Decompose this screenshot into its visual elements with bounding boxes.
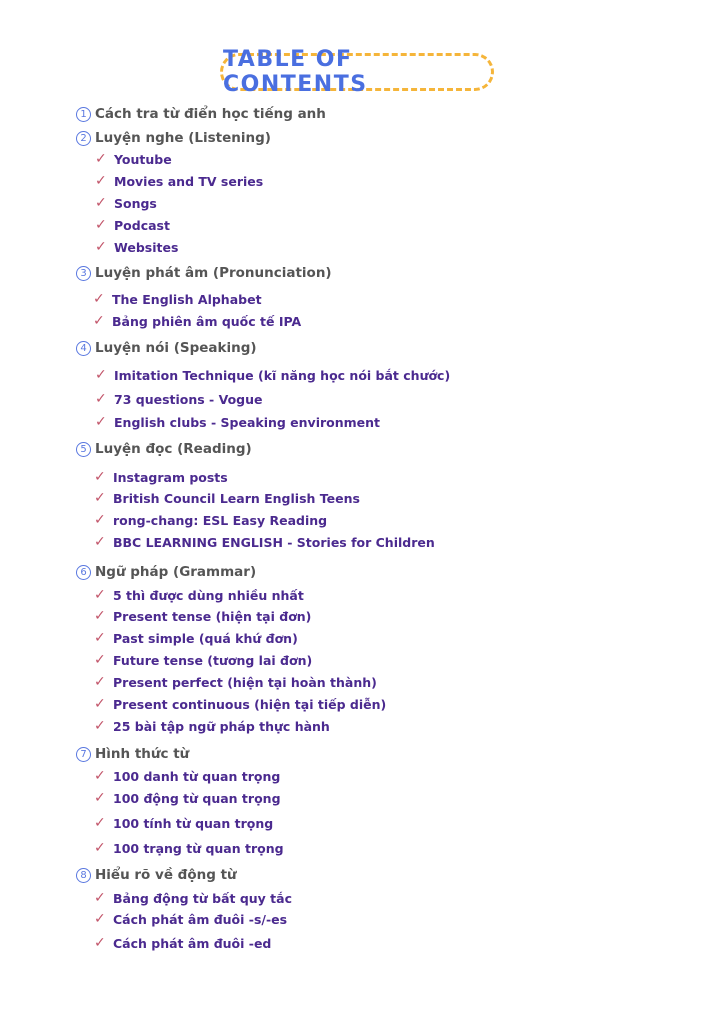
check-icon: ✓ (94, 674, 106, 690)
section-number-badge: 4 (76, 341, 91, 356)
check-icon: ✓ (94, 652, 106, 668)
check-icon: ✓ (94, 512, 106, 528)
check-icon: ✓ (94, 890, 106, 906)
section-title: Hiểu rõ về động từ (95, 867, 237, 883)
check-icon: ✓ (94, 490, 106, 506)
toc-item-label: 73 questions - Vogue (114, 391, 263, 407)
toc-item-label: Youtube (114, 151, 172, 167)
toc-item-label: Present continuous (hiện tại tiếp diễn) (113, 696, 387, 712)
check-icon: ✓ (94, 840, 106, 856)
toc-item-label: Imitation Technique (kĩ năng học nói bắt chước) (114, 367, 451, 383)
section-title: Luyện nghe (Listening) (95, 130, 271, 146)
toc-item (94, 468, 228, 486)
toc-item-label: Present tense (hiện tại đơn) (113, 608, 312, 624)
toc-item (94, 673, 377, 691)
toc-item (94, 533, 435, 551)
check-icon: ✓ (94, 935, 106, 951)
check-icon: ✓ (93, 313, 105, 329)
check-icon: ✓ (94, 469, 106, 485)
check-icon: ✓ (95, 151, 107, 167)
section-6 (76, 562, 256, 582)
toc-item (94, 695, 386, 713)
toc-item-label: Cách phát âm đuôi -ed (113, 935, 272, 951)
section-title: Cách tra từ điển học tiếng anh (95, 106, 326, 122)
toc-item-label: British Council Learn English Teens (113, 490, 360, 506)
toc-item-label: Bảng động từ bất quy tắc (113, 890, 292, 906)
check-icon: ✓ (95, 414, 107, 430)
section-5 (76, 439, 252, 459)
toc-item-label: 100 tính từ quan trọng (113, 815, 274, 831)
check-icon: ✓ (94, 718, 106, 734)
check-icon: ✓ (95, 195, 107, 211)
section-7 (76, 744, 189, 764)
toc-item-label: Movies and TV series (114, 173, 264, 189)
section-number-badge: 2 (76, 131, 91, 146)
section-number-badge: 1 (76, 107, 91, 122)
check-icon: ✓ (94, 608, 106, 624)
section-8 (76, 865, 237, 885)
section-number-badge: 3 (76, 266, 91, 281)
toc-item (94, 511, 327, 529)
toc-item-label: 100 động từ quan trọng (113, 790, 281, 806)
section-title: Luyện nói (Speaking) (95, 340, 257, 356)
toc-item (94, 651, 312, 669)
toc-item (94, 789, 281, 807)
section-3 (76, 263, 332, 283)
toc-item-label: 25 bài tập ngữ pháp thực hành (113, 718, 330, 734)
check-icon: ✓ (94, 630, 106, 646)
section-number-badge: 8 (76, 868, 91, 883)
toc-item (94, 767, 280, 785)
toc-item-label: BBC LEARNING ENGLISH - Stories for Children (113, 534, 435, 550)
check-icon: ✓ (95, 239, 107, 255)
toc-item (94, 489, 360, 507)
section-title: Luyện đọc (Reading) (95, 441, 252, 457)
toc-item-label: Websites (114, 239, 179, 255)
check-icon: ✓ (94, 587, 106, 603)
toc-item-label: Future tense (tương lai đơn) (113, 652, 313, 668)
section-1 (76, 104, 326, 124)
toc-item (95, 216, 170, 234)
toc-item (94, 629, 298, 647)
toc-item (93, 290, 262, 308)
section-number-badge: 7 (76, 747, 91, 762)
toc-item-label: Present perfect (hiện tại hoàn thành) (113, 674, 377, 690)
check-icon: ✓ (94, 815, 106, 831)
check-icon: ✓ (94, 911, 106, 927)
section-title: Luyện phát âm (Pronunciation) (95, 265, 332, 281)
toc-item (95, 390, 263, 408)
toc-item-label: The English Alphabet (112, 291, 262, 307)
section-number-badge: 6 (76, 565, 91, 580)
toc-item (95, 194, 157, 212)
check-icon: ✓ (94, 768, 106, 784)
toc-item (94, 586, 304, 604)
toc-item (95, 150, 172, 168)
check-icon: ✓ (95, 217, 107, 233)
check-icon: ✓ (94, 534, 106, 550)
toc-item (95, 238, 178, 256)
section-4 (76, 338, 257, 358)
check-icon: ✓ (95, 173, 107, 189)
toc-item (94, 910, 287, 928)
toc-item (95, 366, 450, 384)
toc-item-label: 5 thì được dùng nhiều nhất (113, 587, 304, 603)
page-title: TABLE OF CONTENTS (223, 47, 368, 97)
toc-item (94, 934, 271, 952)
check-icon: ✓ (94, 696, 106, 712)
toc-item (94, 607, 311, 625)
toc-item (94, 717, 330, 735)
toc-item-label: rong-chang: ESL Easy Reading (113, 512, 328, 528)
toc-item-label: Podcast (114, 217, 170, 233)
title-box (220, 47, 494, 97)
toc-item (95, 413, 380, 431)
section-2 (76, 128, 271, 148)
toc-item (94, 839, 284, 857)
check-icon: ✓ (94, 790, 106, 806)
toc-item-label: 100 danh từ quan trọng (113, 768, 281, 784)
check-icon: ✓ (95, 391, 107, 407)
toc-item-label: Bảng phiên âm quốc tế IPA (112, 313, 302, 329)
toc-item (93, 312, 301, 330)
check-icon: ✓ (95, 367, 107, 383)
toc-item-label: Past simple (quá khứ đơn) (113, 630, 298, 646)
toc-item (95, 172, 263, 190)
toc-item (94, 814, 273, 832)
toc-item (94, 889, 292, 907)
toc-item-label: 100 trạng từ quan trọng (113, 840, 284, 856)
toc-item-label: Cách phát âm đuôi -s/-es (113, 911, 288, 927)
toc-item-label: Instagram posts (113, 469, 228, 485)
section-title: Ngữ pháp (Grammar) (95, 564, 257, 580)
toc-item-label: English clubs - Speaking environment (114, 414, 381, 430)
section-number-badge: 5 (76, 442, 91, 457)
check-icon: ✓ (93, 291, 105, 307)
toc-item-label: Songs (114, 195, 157, 211)
section-title: Hình thức từ (95, 746, 190, 762)
